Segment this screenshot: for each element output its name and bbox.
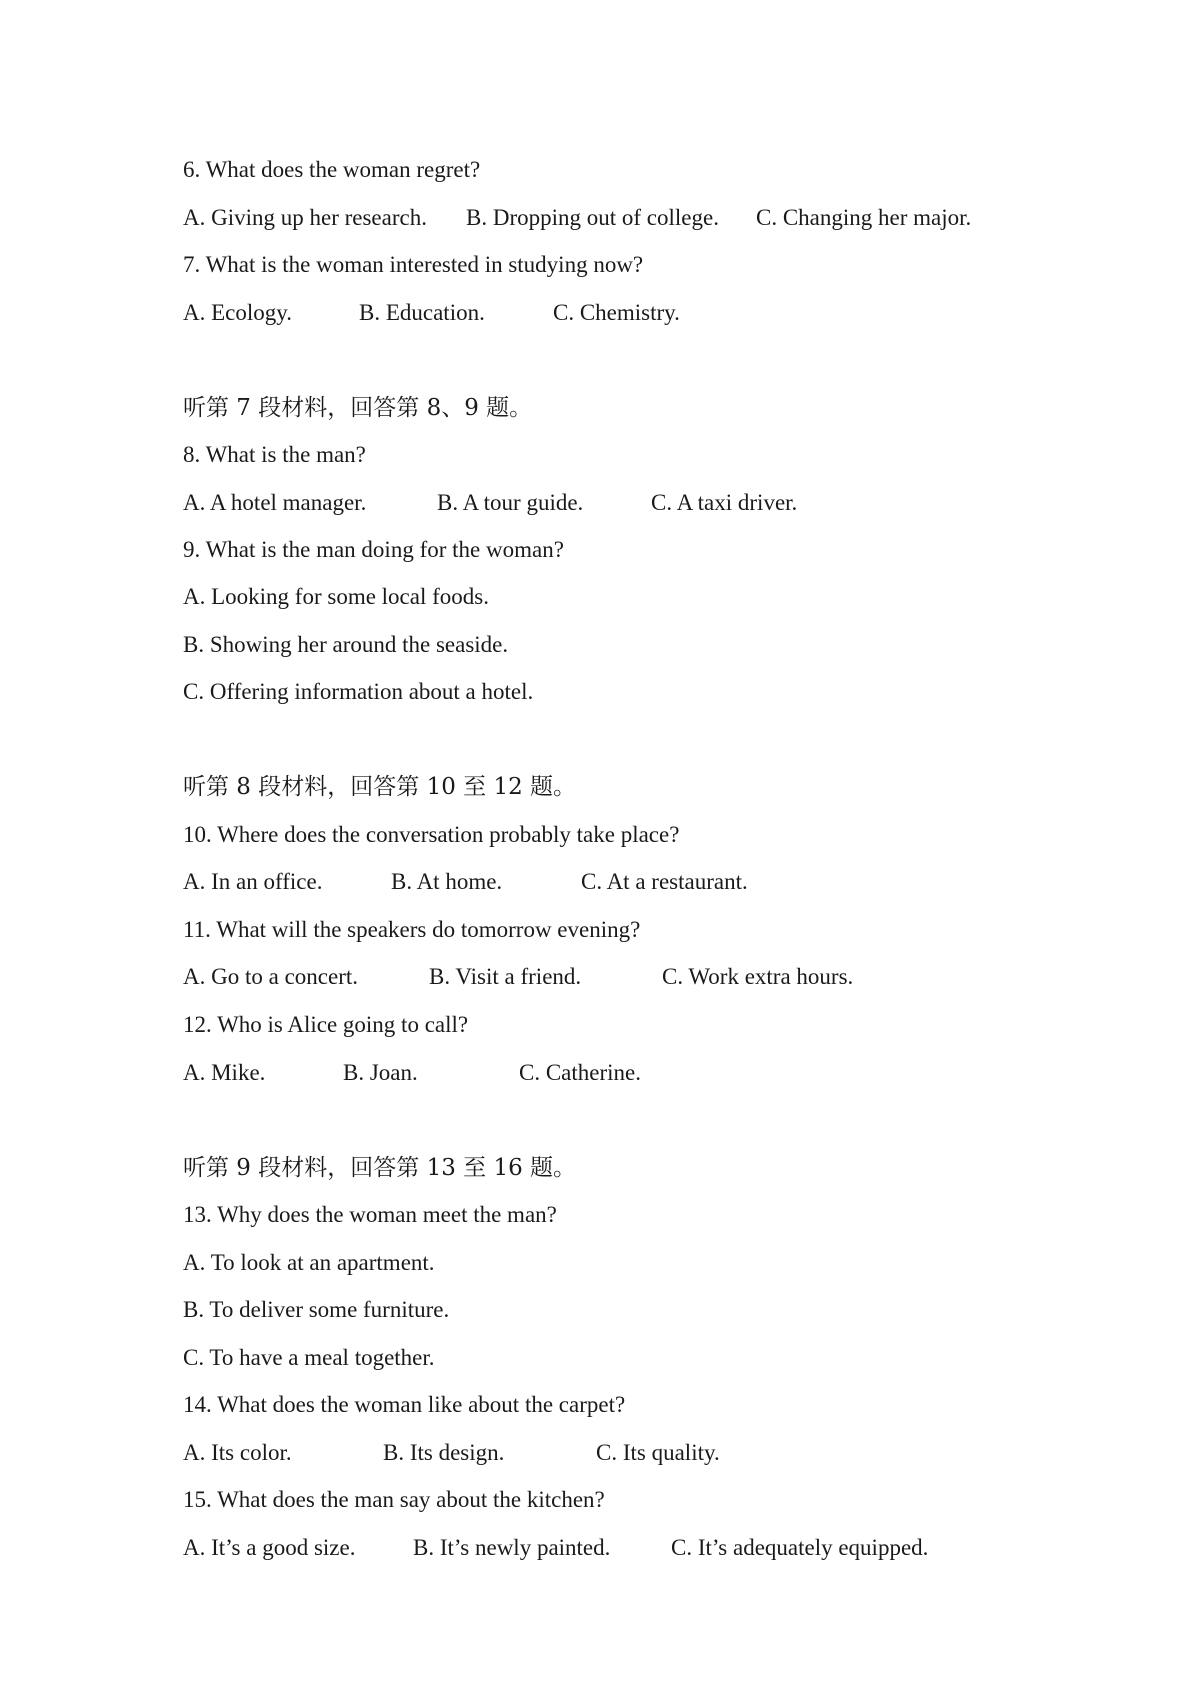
- option-a: A. In an office.: [183, 869, 323, 894]
- option-a: A. Go to a concert.: [183, 964, 358, 989]
- option-b: B. A tour guide.: [437, 490, 584, 515]
- section-7-heading: 听第 7 段材料，回答第 8、9 题。: [183, 395, 533, 421]
- question-9-option-c: C. Offering information about a hotel.: [183, 679, 534, 704]
- question-11: 11. What will the speakers do tomorrow evening?: [183, 917, 641, 942]
- option-c: C. Catherine.: [519, 1060, 641, 1085]
- option-c: C. At a restaurant.: [581, 869, 748, 894]
- option-a: A. A hotel manager.: [183, 490, 367, 515]
- option-a: A. Mike.: [183, 1060, 266, 1085]
- option-c: C. Its quality.: [596, 1440, 720, 1465]
- option-b: B. Education.: [359, 300, 485, 325]
- option-b: B. At home.: [391, 869, 503, 894]
- question-13-option-a: A. To look at an apartment.: [183, 1250, 435, 1275]
- option-a: A. It’s a good size.: [183, 1535, 356, 1560]
- question-9-option-a: A. Looking for some local foods.: [183, 584, 489, 609]
- question-15: 15. What does the man say about the kitchen?: [183, 1487, 605, 1512]
- option-b: B. Joan.: [343, 1060, 418, 1085]
- question-12: 12. Who is Alice going to call?: [183, 1012, 469, 1037]
- option-c: C. Changing her major.: [756, 205, 972, 230]
- question-13-option-b: B. To deliver some furniture.: [183, 1297, 450, 1322]
- option-b: B. It’s newly painted.: [413, 1535, 611, 1560]
- section-9-heading: 听第 9 段材料，回答第 13 至 16 题。: [183, 1155, 577, 1181]
- question-7: 7. What is the woman interested in studying now?: [183, 252, 644, 277]
- option-b: B. Its design.: [383, 1440, 505, 1465]
- section-8-heading: 听第 8 段材料，回答第 10 至 12 题。: [183, 774, 577, 800]
- question-9-option-b: B. Showing her around the seaside.: [183, 632, 509, 657]
- option-b: B. Visit a friend.: [429, 964, 582, 989]
- option-a: A. Ecology.: [183, 300, 293, 325]
- option-a: A. Giving up her research.: [183, 205, 427, 230]
- option-b: B. Dropping out of college.: [466, 205, 719, 230]
- option-a: A. Its color.: [183, 1440, 292, 1465]
- question-14: 14. What does the woman like about the carpet?: [183, 1392, 626, 1417]
- question-13-option-c: C. To have a meal together.: [183, 1345, 435, 1370]
- option-c: C. Work extra hours.: [662, 964, 854, 989]
- question-13: 13. Why does the woman meet the man?: [183, 1202, 557, 1227]
- option-c: C. It’s adequately equipped.: [671, 1535, 929, 1560]
- option-c: C. A taxi driver.: [651, 490, 798, 515]
- question-9: 9. What is the man doing for the woman?: [183, 537, 564, 562]
- question-8: 8. What is the man?: [183, 442, 366, 467]
- question-6: 6. What does the woman regret?: [183, 157, 481, 182]
- option-c: C. Chemistry.: [553, 300, 680, 325]
- question-10: 10. Where does the conversation probably take place?: [183, 822, 680, 847]
